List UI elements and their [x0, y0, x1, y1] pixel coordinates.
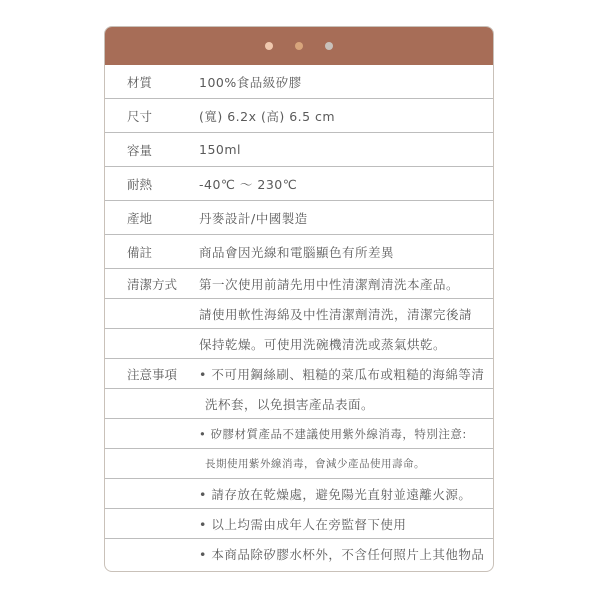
spec-row-remark: [105, 235, 493, 269]
notes-row-3: [105, 419, 493, 449]
spec-value: (寬) 6.2x (高) 6.5 cm: [199, 108, 336, 124]
header-dot-1: [265, 42, 273, 50]
product-info-card: [104, 26, 494, 572]
notes-line: • 不可用鋼絲刷、粗糙的菜瓜布或粗糙的海綿等清: [199, 366, 485, 382]
notes-label: 注意事項: [127, 366, 178, 382]
spec-label: 耐熱: [127, 176, 153, 192]
spec-row-size: [105, 99, 493, 133]
notes-line: • 以上均需由成年人在旁監督下使用: [199, 516, 407, 532]
spec-label: 產地: [127, 210, 153, 226]
card-header: [105, 27, 493, 65]
notes-line: 長期使用紫外線消毒，會減少產品使用壽命。: [205, 458, 425, 470]
spec-value: 150ml: [199, 142, 242, 157]
cleaning-line: 第一次使用前請先用中性清潔劑清洗本產品。: [199, 276, 460, 292]
spec-value: 丹麥設計/中國製造: [199, 210, 308, 226]
cleaning-line: 請使用軟性海綿及中性清潔劑清洗，清潔完後請: [199, 306, 473, 322]
header-dot-2: [295, 42, 303, 50]
notes-line: • 本商品除矽膠水杯外，不含任何照片上其他物品: [199, 547, 485, 562]
notes-row-7: [105, 539, 493, 569]
cleaning-line: 保持乾燥。可使用洗碗機清洗或蒸氣烘乾。: [199, 336, 447, 352]
cleaning-row-1: [105, 269, 493, 299]
notes-row-6: [105, 509, 493, 539]
cleaning-label: 清潔方式: [127, 276, 178, 292]
spec-row-material: [105, 65, 493, 99]
spec-label: 備註: [127, 244, 153, 260]
notes-row-2: [105, 389, 493, 419]
notes-row-4: [105, 449, 493, 479]
notes-row-1: [105, 359, 493, 389]
spec-value: 商品會因光線和電腦顯色有所差異: [199, 244, 395, 260]
cleaning-row-3: [105, 329, 493, 359]
notes-line: • 請存放在乾燥處，避免陽光直射並遠離火源。: [199, 486, 472, 502]
spec-label: 容量: [127, 142, 153, 158]
header-dot-3: [325, 42, 333, 50]
notes-row-5: [105, 479, 493, 509]
notes-line: • 矽膠材質產品不建議使用紫外線消毒，特別注意:: [199, 426, 467, 441]
spec-label: 材質: [127, 74, 153, 90]
spec-row-heat: [105, 167, 493, 201]
spec-value: -40℃ ～ 230℃: [199, 176, 298, 192]
spec-row-capacity: [105, 133, 493, 167]
spec-label: 尺寸: [127, 108, 153, 124]
spec-row-origin: [105, 201, 493, 235]
notes-line: 洗杯套，以免損害產品表面。: [205, 396, 375, 412]
spec-value: 100%食品級矽膠: [199, 74, 302, 90]
cleaning-row-2: [105, 299, 493, 329]
